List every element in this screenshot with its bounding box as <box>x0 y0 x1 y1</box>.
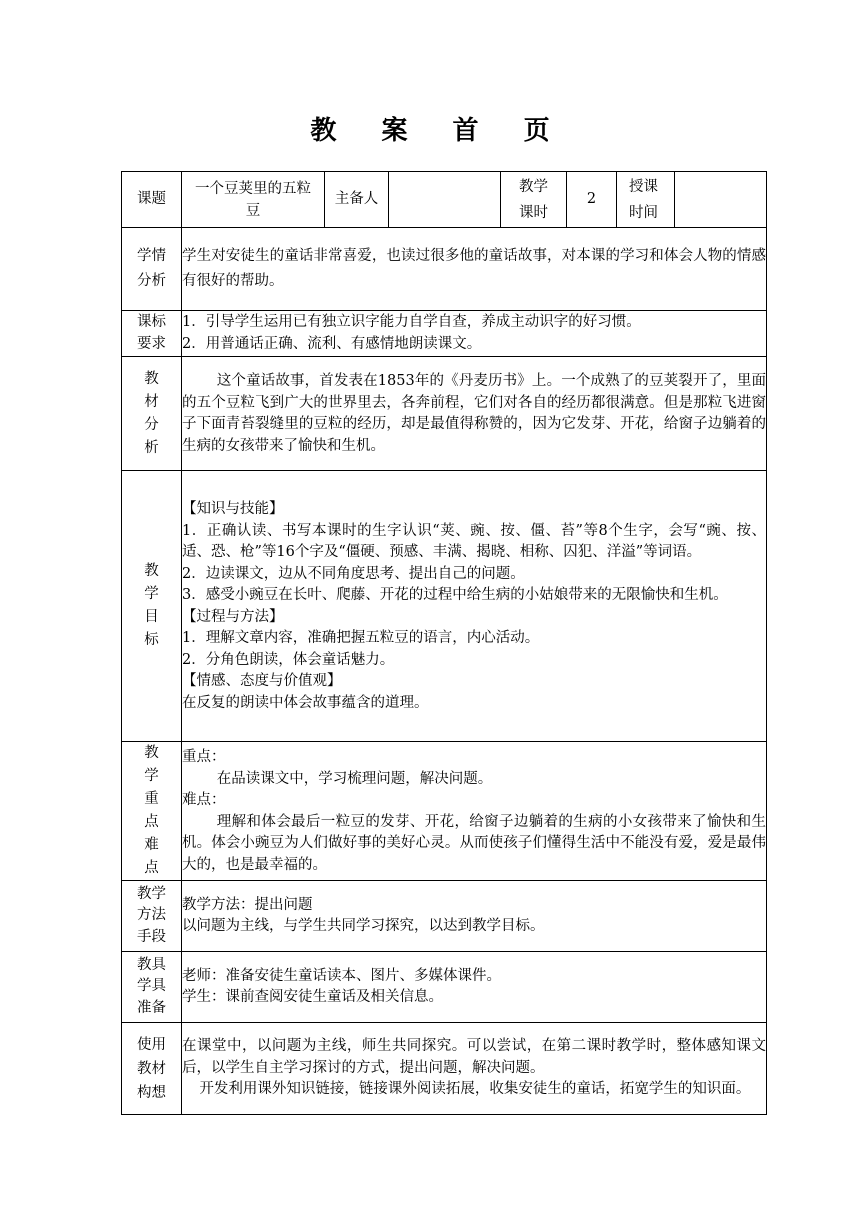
time-label: 授课时间 <box>617 172 675 228</box>
key-point-text: 在品读课文中，学习梳理问题，解决问题。 <box>216 770 493 787</box>
objectives-line: 3．感受小豌豆在长叶、爬藤、开花的过程中给生病的小姑娘带来的无限愉快和生机。 <box>182 587 728 603</box>
curriculum-line: 2．用普通话正确、流利、有感情地朗读课文。 <box>182 335 482 352</box>
objectives-line: 2．分角色朗读，体会童话魅力。 <box>182 651 395 668</box>
tools-label: 教具学具准备 <box>122 952 182 1023</box>
curriculum-row <box>122 311 767 357</box>
hours-value: 2 <box>567 172 617 228</box>
hours-label: 教学课时 <box>501 172 567 228</box>
preparer-value <box>389 172 501 228</box>
topic-value: 一个豆荚里的五粒豆 <box>182 172 325 228</box>
objectives-heading: 【情感、态度与价值观】 <box>182 673 342 689</box>
tools-row <box>122 952 767 1023</box>
material-analysis-paragraph: 这个童话故事，首发表在1853年的《丹麦历书》上。一个成熟了的豆荚裂开了，里面的五个豆粒飞到广大的世界里去，各奔前程，它们对各自的经历都很满意。但是那粒飞进窗子下面青苔裂缝里的豆粒的经历，却是最值得称赞的，因为它发芽、开花，给窗子边躺着的生病的女孩带来了愉快和生机。 <box>182 373 766 454</box>
objectives-line: 1．正确认读、书写本课时的生字认识“荚、豌、按、僵、苔”等8个生字，会写“豌、按、适、恐、枪”等16个字及“僵硬、预感、丰满、揭晓、相称、囚犯、洋溢”等词语。 <box>182 522 766 560</box>
key-points-text <box>182 742 767 881</box>
difficulty-text: 理解和体会最后一粒豆的发芽、开花，给窗子边躺着的生病的小女孩带来了愉快和生机。体会小豌豆为人们做好事的美好心灵。从而使孩子们懂得生活中不能没有爱，爱是最伟大的，也是最幸福的。 <box>182 813 766 873</box>
lesson-plan-table <box>121 171 767 1115</box>
usage-line: 开发利用课外知识链接，链接课外阅读拓展，收集安徒生的童话，拓宽学生的知识面。 <box>199 1081 751 1098</box>
objectives-line: 在反复的朗读中体会故事蕴含的道理。 <box>182 694 429 711</box>
methods-label: 教学方法手段 <box>122 881 182 952</box>
material-analysis-label: 教材分析 <box>122 357 182 471</box>
methods-line: 以问题为主线，与学生共同学习探究，以达到教学目标。 <box>182 918 545 934</box>
methods-row <box>122 881 767 952</box>
objectives-row <box>122 471 767 742</box>
objectives-label: 教学目标 <box>122 471 182 742</box>
objectives-text <box>182 471 767 742</box>
methods-line: 教学方法：提出问题 <box>182 896 313 913</box>
objectives-line: 1．理解文章内容，准确把握五粒豆的语言，内心活动。 <box>182 630 540 646</box>
time-value <box>675 172 767 228</box>
curriculum-label: 课标要求 <box>122 311 182 357</box>
material-analysis-row <box>122 357 767 471</box>
usage-label: 使用教材构想 <box>122 1023 182 1115</box>
key-point-title: 重点： <box>182 749 226 765</box>
usage-text <box>182 1023 767 1115</box>
usage-row <box>122 1023 767 1115</box>
material-analysis-text <box>182 357 767 471</box>
tools-text <box>182 952 767 1023</box>
objectives-heading: 【知识与技能】 <box>182 501 284 517</box>
preparer-label: 主备人 <box>325 172 389 228</box>
curriculum-line: 1．引导学生运用已有独立识字能力自学自查，养成主动识字的好习惯。 <box>182 314 641 330</box>
methods-text <box>182 881 767 952</box>
tools-line: 学生：课前查阅安徒生童话及相关信息。 <box>182 989 443 1005</box>
objectives-line: 2．边读课文，边从不同角度思考、提出自己的问题。 <box>182 565 525 582</box>
topic-label: 课题 <box>122 172 182 228</box>
curriculum-text <box>182 311 767 357</box>
student-analysis-row <box>122 228 767 311</box>
key-points-label: 教学重点难点 <box>122 742 182 881</box>
page-title: 教 案 首 页 <box>310 116 568 146</box>
header-row <box>122 172 767 228</box>
objectives-heading: 【过程与方法】 <box>182 608 284 625</box>
student-analysis-text: 学生对安徒生的童话非常喜爱，也读过很多他的童话故事，对本课的学习和体会人物的情感有很好的帮助。 <box>182 228 767 311</box>
tools-line: 老师：准备安徒生童话读本、图片、多媒体课件。 <box>182 967 501 984</box>
student-analysis-label: 学情分析 <box>122 228 182 311</box>
difficulty-title: 难点： <box>182 792 226 808</box>
usage-line: 在课堂中，以问题为主线，师生共同探究。可以尝试，在第二课时教学时，整体感知课文后，以学生自主学习探讨的方式，提出问题，解决问题。 <box>182 1038 766 1076</box>
key-points-row <box>122 742 767 881</box>
